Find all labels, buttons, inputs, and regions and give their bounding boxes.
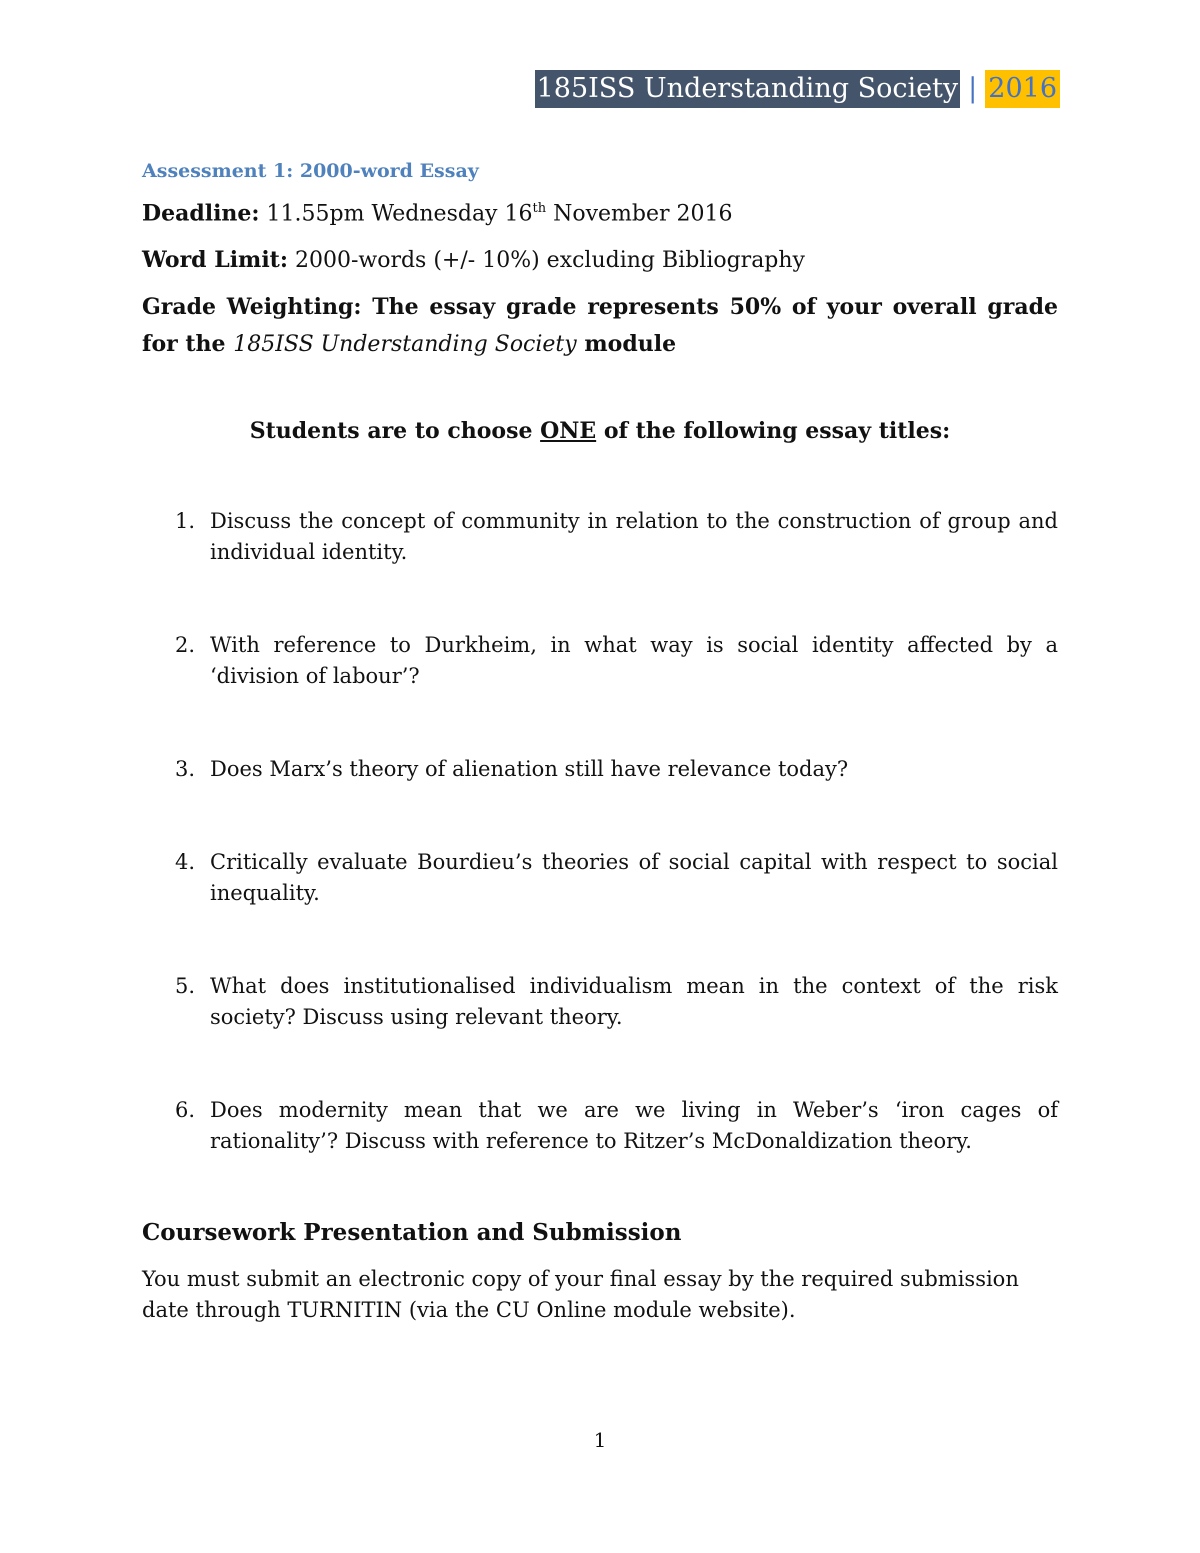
choose-heading-post: of the following essay titles:	[596, 418, 951, 445]
list-item-text: What does institutionalised individualism mean in the context of the risk society? Discuss using relevant theory.	[210, 974, 1058, 1030]
document-body	[142, 160, 1058, 1326]
page-header	[535, 70, 1060, 108]
list-item-number: 5.	[175, 974, 196, 999]
header-course-title: 185ISS Understanding Society	[535, 70, 961, 108]
list-item	[142, 754, 1058, 785]
list-item	[142, 506, 1058, 568]
list-item-number: 2.	[175, 633, 196, 658]
grade-weighting-text: The essay grade represents 50% of your overall grade for the	[142, 294, 1058, 358]
page-number: 1	[593, 1428, 607, 1452]
list-item	[142, 971, 1058, 1033]
submission-heading: Coursework Presentation and Submission	[142, 1219, 682, 1247]
grade-weighting-label: Grade Weighting:	[142, 294, 362, 321]
list-item-number: 1.	[175, 509, 196, 534]
deadline-value-pre: 11.55pm Wednesday 16	[259, 201, 533, 227]
essay-titles-list	[142, 506, 1058, 1157]
choose-heading	[142, 418, 1058, 444]
grade-weighting-module: 185ISS Understanding Society	[233, 332, 577, 358]
word-limit-line	[142, 242, 1058, 279]
grade-weighting-line	[142, 289, 1058, 363]
list-item	[142, 630, 1058, 692]
grade-weighting-post: module	[576, 331, 677, 358]
list-item-text: Does Marx’s theory of alienation still have relevance today?	[210, 757, 849, 782]
header-separator: |	[968, 73, 978, 104]
header-year: 2016	[985, 70, 1060, 108]
list-item-number: 4.	[175, 850, 196, 875]
list-item-number: 3.	[175, 757, 196, 782]
list-item	[142, 847, 1058, 909]
assessment-title: Assessment 1: 2000-word Essay	[142, 160, 479, 182]
deadline-label: Deadline:	[142, 200, 260, 227]
list-item-text: With reference to Durkheim, in what way is social identity affected by a ‘division of labour’?	[210, 633, 1058, 689]
submission-body: You must submit an electronic copy of your final essay by the required submission date through TURNITIN (via the CU Online module website).	[142, 1267, 1019, 1323]
word-limit-value: 2000-words (+/- 10%) excluding Bibliography	[287, 248, 805, 274]
list-item-text: Discuss the concept of community in relation to the construction of group and individual identity.	[210, 509, 1058, 565]
choose-heading-emphasis: ONE	[540, 418, 597, 445]
list-item-text: Critically evaluate Bourdieu’s theories of social capital with respect to social inequality.	[210, 850, 1058, 906]
list-item-text: Does modernity mean that we are we living in Weber’s ‘iron cages of rationality’? Discuss with reference to Ritzer’s McDonaldization theory.	[210, 1098, 1058, 1154]
list-item-number: 6.	[175, 1098, 196, 1123]
deadline-line	[142, 190, 1058, 232]
choose-heading-pre: Students are to choose	[249, 418, 541, 445]
deadline-value-sup: th	[532, 201, 547, 216]
word-limit-label: Word Limit:	[142, 247, 288, 274]
deadline-value-post: November 2016	[546, 201, 733, 227]
list-item	[142, 1095, 1058, 1157]
